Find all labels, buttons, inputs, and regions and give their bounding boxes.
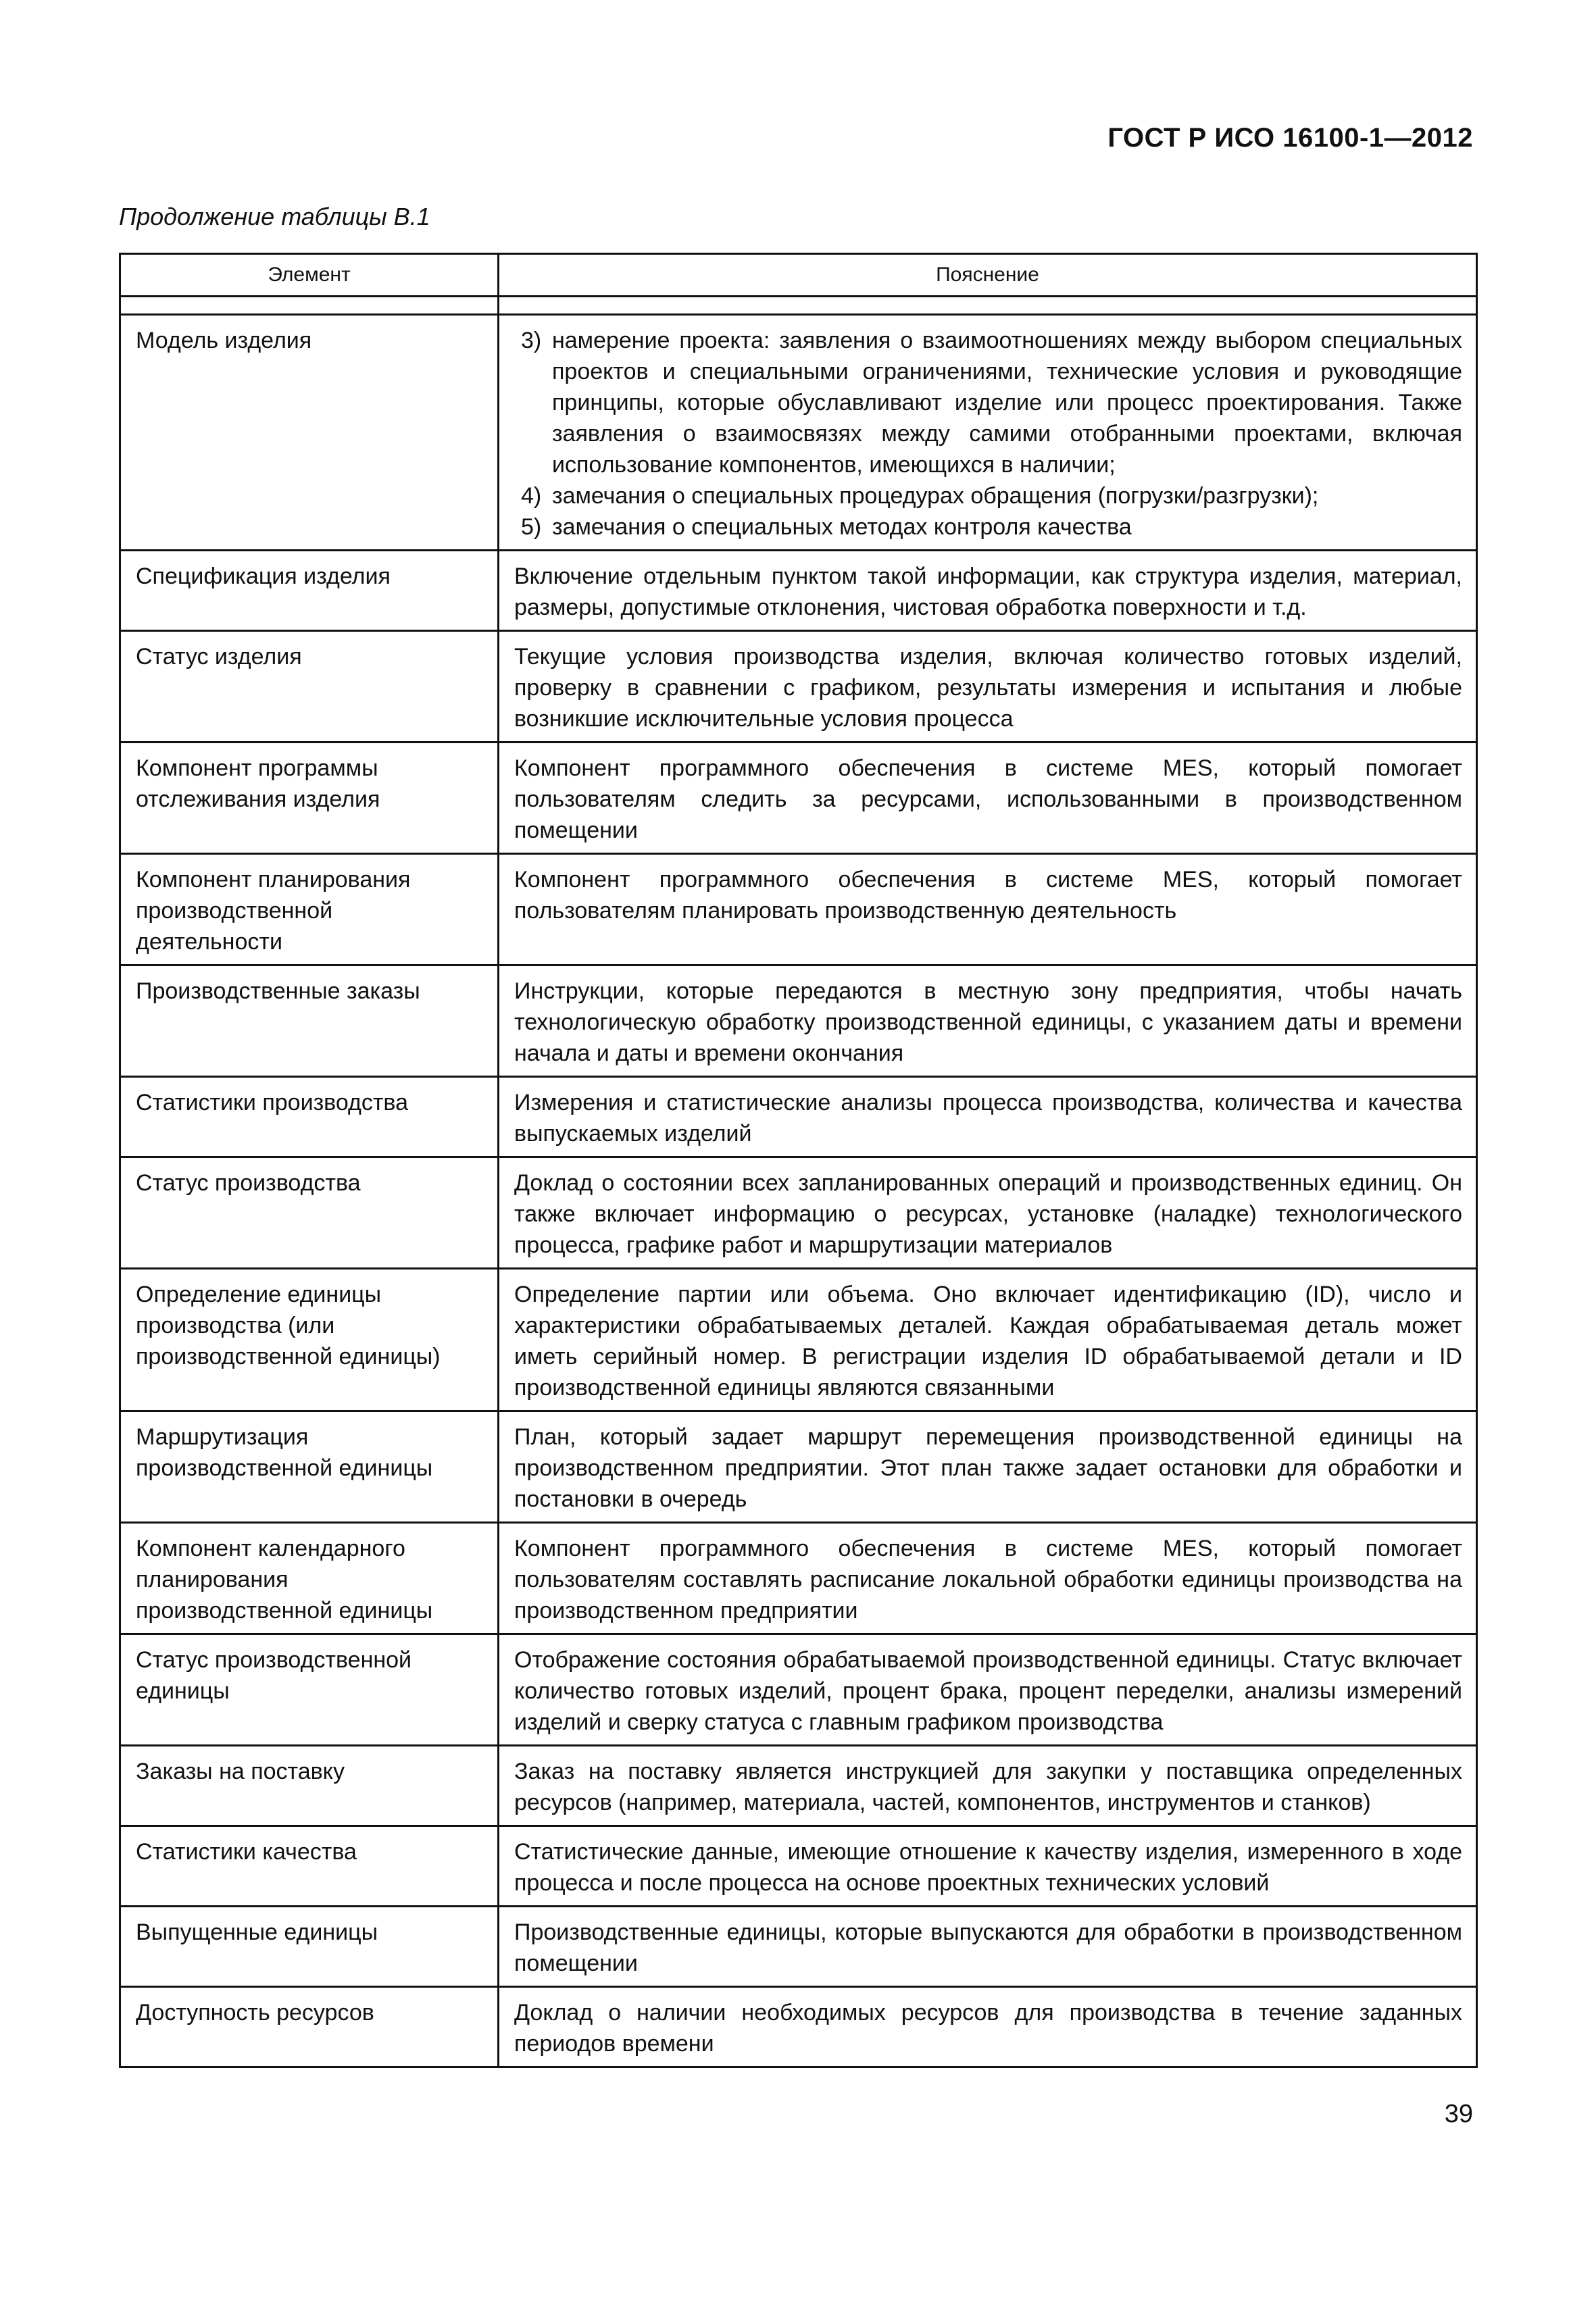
- list-item: [514, 511, 1462, 543]
- term-cell: Компонент планирования производственной деятельности: [120, 854, 499, 965]
- explanation-cell: Статистические данные, имеющие отношение к качеству изделия, измеренного в ходе процесса и после процесса на основе проектных технических условий: [499, 1826, 1477, 1907]
- table-caption: Продолжение таблицы В.1: [119, 203, 430, 230]
- explanation-cell: Инструкции, которые передаются в местную зону предприятия, чтобы начать технологическую обработку производственной единицы, с указанием даты и времени начала и даты и времени окончания: [499, 965, 1477, 1077]
- table-row: [120, 631, 1477, 743]
- table-row: [120, 1077, 1477, 1157]
- definitions-table: [119, 253, 1478, 2068]
- explanation-cell: Компонент программного обеспечения в системе MES, который помогает пользователям планировать производственную деятельность: [499, 854, 1477, 965]
- table-row: [120, 1746, 1477, 1826]
- explanation-cell: Включение отдельным пунктом такой информации, как структура изделия, материал, размеры, допустимые отклонения, чистовая обработка поверхности и т.д.: [499, 551, 1477, 631]
- document-code: ГОСТ Р ИСО 16100-1—2012: [1107, 123, 1473, 153]
- term-cell: Статус изделия: [120, 631, 499, 743]
- table-row: [120, 1826, 1477, 1907]
- list-number: 5): [521, 514, 542, 540]
- term-cell: Спецификация изделия: [120, 551, 499, 631]
- explanation-cell: Заказ на поставку является инструкцией для закупки у поставщика определенных ресурсов (например, материала, частей, компонентов, инструментов и станков): [499, 1746, 1477, 1826]
- term-cell: Доступность ресурсов: [120, 1987, 499, 2067]
- list-number: 3): [521, 328, 542, 353]
- explanation-cell: Определение партии или объема. Оно включает идентификацию (ID), число и характеристики обрабатываемых деталей. Каждая обрабатываемая деталь может иметь серийный номер. В регистрации изделия ID обрабатываемой детали и ID производственной единицы являются связанными: [499, 1269, 1477, 1411]
- term-cell: Выпущенные единицы: [120, 1907, 499, 1987]
- column-header-explanation: Пояснение: [499, 254, 1477, 297]
- term-cell: Модель изделия: [120, 315, 499, 551]
- list-text: замечания о специальных методах контроля качества: [552, 514, 1132, 540]
- table-row: [120, 551, 1477, 631]
- page-number: 39: [1444, 2100, 1473, 2128]
- table-row: [120, 315, 1477, 551]
- term-cell: Маршрутизация производственной единицы: [120, 1411, 499, 1523]
- list-item: [514, 480, 1462, 511]
- term-cell: Компонент календарного планирования производственной единицы: [120, 1523, 499, 1634]
- table-row: [120, 1269, 1477, 1411]
- explanation-cell: Производственные единицы, которые выпускаются для обработки в производственном помещении: [499, 1907, 1477, 1987]
- term-cell: Компонент программы отслеживания изделия: [120, 743, 499, 854]
- explanation-cell: Доклад о наличии необходимых ресурсов для производства в течение заданных периодов времени: [499, 1987, 1477, 2067]
- table-header-row: [120, 254, 1477, 297]
- list-item: [514, 325, 1462, 480]
- list-text: замечания о специальных процедурах обращения (погрузки/разгрузки);: [552, 483, 1319, 509]
- explanation-cell: Компонент программного обеспечения в системе MES, который помогает пользователям следить за ресурсами, использованными в производственном помещении: [499, 743, 1477, 854]
- table-row: [120, 1987, 1477, 2067]
- term-cell: Заказы на поставку: [120, 1746, 499, 1826]
- table-row: [120, 1523, 1477, 1634]
- table-row: [120, 1634, 1477, 1746]
- explanation-cell: Измерения и статистические анализы процесса производства, количества и качества выпускаемых изделий: [499, 1077, 1477, 1157]
- term-cell: Производственные заказы: [120, 965, 499, 1077]
- explanation-cell: План, который задает маршрут перемещения производственной единицы на производственном предприятии. Этот план также задает остановки для обработки и постановки в очередь: [499, 1411, 1477, 1523]
- table-row: [120, 965, 1477, 1077]
- explanation-cell: Доклад о состоянии всех запланированных операций и производственных единиц. Он также включает информацию о ресурсах, установке (наладке) технологического процесса, графике работ и маршрутизации материалов: [499, 1157, 1477, 1269]
- table-row: [120, 854, 1477, 965]
- explanation-cell: Текущие условия производства изделия, включая количество готовых изделий, проверку в сравнении с графиком, результаты измерения и испытания и любые возникшие исключительные условия процесса: [499, 631, 1477, 743]
- term-cell: Определение единицы производства (или производственной единицы): [120, 1269, 499, 1411]
- table-row: [120, 1907, 1477, 1987]
- explanation-cell: Отображение состояния обрабатываемой производственной единицы. Статус включает количество готовых изделий, процент брака, процент переделки, анализы измерений изделий и сверку статуса с главным графиком производства: [499, 1634, 1477, 1746]
- column-header-element: Элемент: [120, 254, 499, 297]
- list-text: намерение проекта: заявления о взаимоотношениях между выбором специальных проектов и специальными ограничениями, технические условия и руководящие принципы, которые обуславливают изделие или процесс проектирования. Также заявления о взаимосвязях между самими отобранными проектами, включая использование компонентов, имеющихся в наличии;: [552, 328, 1462, 478]
- explanation-cell: Компонент программного обеспечения в системе MES, который помогает пользователям составлять расписание локальной обработки единицы производства на производственном предприятии: [499, 1523, 1477, 1634]
- table-row: [120, 1157, 1477, 1269]
- term-cell: Статистики качества: [120, 1826, 499, 1907]
- explanation-cell: [499, 315, 1477, 551]
- table-row: [120, 1411, 1477, 1523]
- term-cell: Статус производственной единицы: [120, 1634, 499, 1746]
- term-cell: Статистики производства: [120, 1077, 499, 1157]
- table-row: [120, 743, 1477, 854]
- header-gap: [120, 297, 1477, 315]
- list-number: 4): [521, 483, 542, 509]
- term-cell: Статус производства: [120, 1157, 499, 1269]
